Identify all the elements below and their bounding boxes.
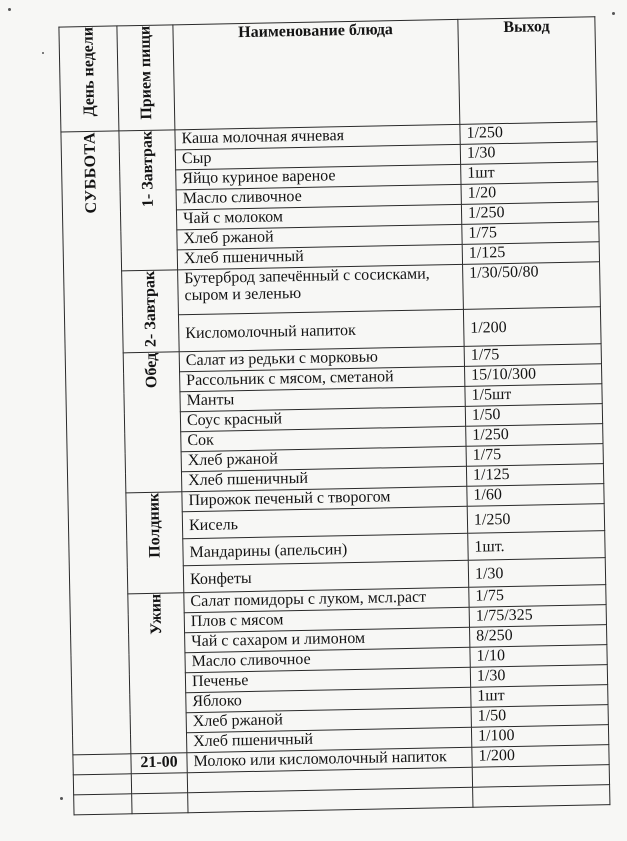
- dish-name: Молоко или кисломолочный напиток: [187, 747, 472, 772]
- dish-name: Салат из редьки с морковью: [179, 346, 464, 371]
- dish-name: Масло сливочное: [176, 184, 461, 209]
- dish-name: Плов с мясом: [184, 607, 469, 632]
- dish-name: Яблоко: [186, 687, 471, 712]
- dish-amount: 1шт: [461, 162, 598, 185]
- header-row: [59, 17, 597, 132]
- dish-amount: 1/30: [468, 558, 605, 588]
- dish-amount: 1/200: [463, 307, 601, 347]
- dish-amount: 1/60: [467, 484, 604, 507]
- dish-name: Манты: [180, 386, 465, 411]
- dish-amount: 1/30: [470, 665, 607, 688]
- dish-name: Хлеб пшеничный: [186, 727, 471, 752]
- dish-name: Бутерброд запечённый с сосисками, сыром и зеленью: [178, 264, 464, 314]
- meal-cell: 1- Завтрак: [119, 130, 178, 271]
- dish-amount: 1/250: [461, 202, 598, 225]
- dish-amount: 1/5шт: [465, 384, 602, 407]
- empty-cell: [132, 793, 188, 814]
- dish-name: Салат помидоры с луком, мсл.раст: [184, 587, 469, 612]
- dish-name: Хлеб пшеничный: [177, 244, 462, 269]
- dish-name: Пирожок печеный с творогом: [182, 486, 467, 511]
- meal-cell: 2- Завтрак: [122, 270, 180, 353]
- dish-name: Соус красный: [180, 406, 465, 431]
- empty-cell: [188, 787, 473, 812]
- empty-cell: [73, 754, 131, 775]
- dish-amount: 1/50: [465, 404, 602, 427]
- dish-name: Хлеб ржаной: [181, 446, 466, 471]
- dish-name: Кисломолочный напиток: [178, 309, 464, 351]
- scan-speck: [612, 12, 615, 15]
- dish-name: Каша молочная ячневая: [175, 124, 460, 149]
- dish-amount: 1/30: [460, 142, 597, 165]
- dish-name: Конфеты: [183, 560, 468, 592]
- dish-amount: 1/250: [467, 504, 604, 534]
- dish-amount: 1шт: [471, 685, 608, 708]
- dish-name: Яйцо куриное вареное: [176, 164, 461, 189]
- dish-name: Кисель: [182, 506, 467, 538]
- empty-cell: [74, 794, 132, 815]
- dish-amount: 1/50: [471, 705, 608, 728]
- meal-cell: Обед: [123, 352, 182, 493]
- dish-amount: 1/200: [472, 745, 609, 768]
- dish-name: Масло сливочное: [185, 647, 470, 672]
- header-output: Выход: [458, 17, 597, 125]
- empty-cell: [73, 774, 131, 795]
- dish-name: Чай с молоком: [176, 204, 461, 229]
- dish-amount: 1/20: [461, 182, 598, 205]
- day-cell: СУББОТА: [61, 131, 131, 755]
- dish-amount: 1/125: [466, 464, 603, 487]
- late-time: 21-00: [131, 753, 187, 774]
- dish-amount: 1/75: [462, 222, 599, 245]
- dish-amount: 1/10: [470, 645, 607, 668]
- dish-amount: 1/30/50/80: [463, 262, 601, 310]
- dish-amount: 1/75: [466, 444, 603, 467]
- scan-speck: [8, 8, 11, 11]
- meal-cell: Полдник: [126, 492, 184, 594]
- dish-amount: 1/125: [462, 242, 599, 265]
- dish-name: Мандарины (апельсин): [183, 533, 468, 565]
- meal-cell: Ужин: [128, 593, 187, 754]
- dish-name: Хлеб ржаной: [177, 224, 462, 249]
- dish-amount: 1шт.: [468, 531, 605, 561]
- dish-name: Хлеб пшеничный: [181, 466, 466, 491]
- dish-name: Рассольник с мясом, сметаной: [180, 366, 465, 391]
- dish-amount: 1/100: [471, 725, 608, 748]
- dish-amount: 1/75: [464, 344, 601, 367]
- dish-name: Чай с сахаром и лимоном: [185, 627, 470, 652]
- empty-cell: [472, 765, 609, 788]
- dish-amount: 1/75/325: [469, 605, 606, 628]
- header-meal: Прием пищи: [117, 25, 175, 131]
- scan-speck: [60, 797, 63, 800]
- dish-name: Сыр: [175, 144, 460, 169]
- dish-name: Сок: [181, 426, 466, 451]
- scan-speck: [42, 52, 44, 54]
- empty-cell: [131, 773, 187, 794]
- dish-amount: 1/250: [466, 424, 603, 447]
- header-day: День недели: [59, 26, 119, 132]
- dish-name: Хлеб ржаной: [186, 707, 471, 732]
- dish-name: Печенье: [185, 667, 470, 692]
- empty-cell: [473, 785, 610, 808]
- dish-amount: 8/250: [470, 625, 607, 648]
- dish-amount: 15/10/300: [465, 364, 602, 387]
- dish-amount: 1/75: [469, 585, 606, 608]
- menu-table: [58, 16, 610, 815]
- header-dish: Наименование блюда: [173, 19, 460, 129]
- dish-amount: 1/250: [460, 122, 597, 145]
